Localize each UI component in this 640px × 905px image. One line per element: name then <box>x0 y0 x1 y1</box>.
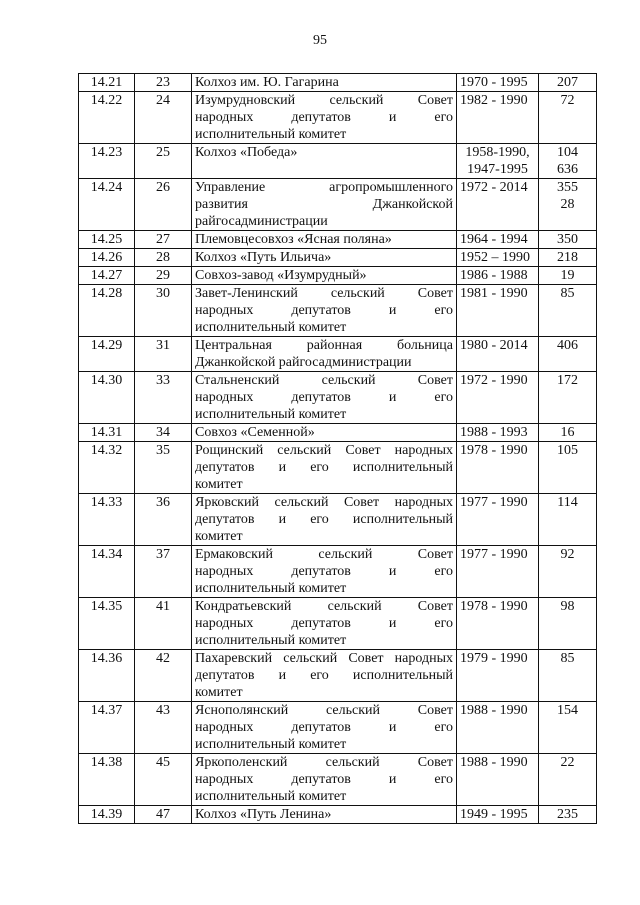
date-range <box>457 249 539 267</box>
item-count <box>539 179 597 231</box>
fund-name <box>192 702 457 754</box>
record-number: 14.26 <box>79 249 135 267</box>
item-count <box>539 806 597 824</box>
fund-number: 25 <box>135 144 192 179</box>
record-number: 14.36 <box>79 650 135 702</box>
fund-name-line: исполнительный комитет <box>195 581 347 596</box>
fund-number: 43 <box>135 702 192 754</box>
table-row <box>79 546 597 598</box>
table-row <box>79 806 597 824</box>
record-number: 14.28 <box>79 285 135 337</box>
item-count-line: 85 <box>560 651 575 666</box>
record-number: 14.39 <box>79 806 135 824</box>
record-number: 14.38 <box>79 754 135 806</box>
fund-name-line: Центральная районная больница <box>195 338 453 353</box>
fund-number: 23 <box>135 74 192 92</box>
table-row <box>79 702 597 754</box>
item-count <box>539 442 597 494</box>
item-count-line: 72 <box>560 93 575 108</box>
fund-name <box>192 546 457 598</box>
date-range <box>457 337 539 372</box>
item-count-line: 218 <box>557 250 578 265</box>
date-range <box>457 650 539 702</box>
fund-name-line: комитет <box>195 685 243 700</box>
fund-name-line: Пахаревский сельский Совет народных <box>195 651 453 666</box>
fund-name-line: Завет-Ленинский сельский Совет <box>195 286 453 301</box>
table-row <box>79 144 597 179</box>
item-count-line: 98 <box>560 599 575 614</box>
date-range-line: 1982 - 1990 <box>460 93 528 108</box>
fund-name <box>192 337 457 372</box>
date-range-line: 1978 - 1990 <box>460 443 528 458</box>
fund-name <box>192 144 457 179</box>
date-range-line: 1980 - 2014 <box>460 338 528 353</box>
record-number: 14.21 <box>79 74 135 92</box>
fund-name-line: народных депутатов и его <box>195 564 453 579</box>
fund-name <box>192 650 457 702</box>
date-range <box>457 231 539 249</box>
date-range <box>457 285 539 337</box>
table-row <box>79 598 597 650</box>
item-count-line: 104 <box>557 145 578 160</box>
fund-registry-table <box>78 73 597 824</box>
date-range <box>457 806 539 824</box>
fund-number: 42 <box>135 650 192 702</box>
table-row <box>79 267 597 285</box>
record-number: 14.33 <box>79 494 135 546</box>
fund-name-line: комитет <box>195 477 243 492</box>
date-range-line: 1947-1995 <box>467 162 528 177</box>
record-number: 14.30 <box>79 372 135 424</box>
fund-name-line: исполнительный комитет <box>195 407 347 422</box>
fund-name-line: Джанкойской райгосадминистрации <box>195 355 412 370</box>
item-count <box>539 74 597 92</box>
fund-name-line: народных депутатов и его <box>195 772 453 787</box>
registry-body <box>79 74 597 824</box>
table-row <box>79 442 597 494</box>
fund-name <box>192 285 457 337</box>
table-row <box>79 754 597 806</box>
item-count <box>539 424 597 442</box>
item-count <box>539 546 597 598</box>
fund-name-line: депутатов и его исполнительный <box>195 460 453 475</box>
fund-name-line: Совхоз «Семенной» <box>195 425 315 440</box>
fund-number: 24 <box>135 92 192 144</box>
fund-name-line: депутатов и его исполнительный <box>195 668 453 683</box>
record-number: 14.23 <box>79 144 135 179</box>
fund-name <box>192 74 457 92</box>
fund-number: 28 <box>135 249 192 267</box>
fund-name-line: Рощинский сельский Совет народных <box>195 443 453 458</box>
item-count-line: 19 <box>560 268 575 283</box>
fund-name-line: народных депутатов и его <box>195 616 453 631</box>
item-count-line: 105 <box>557 443 578 458</box>
date-range-line: 1977 - 1990 <box>460 495 528 510</box>
fund-name <box>192 806 457 824</box>
date-range <box>457 702 539 754</box>
item-count-line: 28 <box>560 197 575 212</box>
item-count <box>539 598 597 650</box>
fund-name-line: Ермаковский сельский Совет <box>195 547 453 562</box>
fund-name-line: райгосадминистрации <box>195 214 328 229</box>
fund-name <box>192 494 457 546</box>
fund-number: 37 <box>135 546 192 598</box>
date-range-line: 1958-1990, <box>465 145 530 160</box>
fund-name-line: исполнительный комитет <box>195 737 347 752</box>
date-range-line: 1988 - 1990 <box>460 755 528 770</box>
record-number: 14.34 <box>79 546 135 598</box>
item-count-line: 235 <box>557 807 578 822</box>
fund-name-line: Совхоз-завод «Изумрудный» <box>195 268 367 283</box>
fund-name-line: Колхоз им. Ю. Гагарина <box>195 75 339 90</box>
fund-name-line: народных депутатов и его <box>195 390 453 405</box>
date-range <box>457 144 539 179</box>
item-count <box>539 702 597 754</box>
fund-number: 35 <box>135 442 192 494</box>
fund-name-line: народных депутатов и его <box>195 720 453 735</box>
date-range-line: 1949 - 1995 <box>460 807 528 822</box>
fund-name <box>192 424 457 442</box>
table-row <box>79 74 597 92</box>
item-count <box>539 267 597 285</box>
item-count-line: 355 <box>557 180 578 195</box>
date-range <box>457 372 539 424</box>
date-range-line: 1972 - 1990 <box>460 373 528 388</box>
page-number: 95 <box>313 33 327 48</box>
date-range <box>457 267 539 285</box>
date-range <box>457 598 539 650</box>
fund-name <box>192 598 457 650</box>
item-count-line: 636 <box>557 162 578 177</box>
item-count-line: 114 <box>557 495 578 510</box>
fund-number: 47 <box>135 806 192 824</box>
table-row <box>79 650 597 702</box>
table-row <box>79 424 597 442</box>
table-row <box>79 285 597 337</box>
fund-name-line: исполнительный комитет <box>195 127 347 142</box>
fund-name-line: Изумрудновский сельский Совет <box>195 93 453 108</box>
table-row <box>79 337 597 372</box>
table-row <box>79 372 597 424</box>
fund-name-line: Управление агропромышленного <box>195 180 453 195</box>
table-row <box>79 92 597 144</box>
fund-number: 26 <box>135 179 192 231</box>
date-range <box>457 74 539 92</box>
item-count-line: 22 <box>560 755 575 770</box>
record-number: 14.31 <box>79 424 135 442</box>
record-number: 14.27 <box>79 267 135 285</box>
table-row <box>79 231 597 249</box>
fund-name-line: Колхоз «Победа» <box>195 145 298 160</box>
date-range-line: 1952 – 1990 <box>460 250 530 265</box>
fund-number: 30 <box>135 285 192 337</box>
date-range <box>457 424 539 442</box>
fund-name-line: Колхоз «Путь Ильича» <box>195 250 332 265</box>
fund-name-line: Яснополянский сельский Совет <box>195 703 453 718</box>
item-count-line: 350 <box>557 232 578 247</box>
item-count-line: 154 <box>557 703 578 718</box>
fund-number: 31 <box>135 337 192 372</box>
fund-number: 33 <box>135 372 192 424</box>
record-number: 14.25 <box>79 231 135 249</box>
fund-name-line: Колхоз «Путь Ленина» <box>195 807 332 822</box>
item-count <box>539 337 597 372</box>
table-row <box>79 249 597 267</box>
fund-name <box>192 442 457 494</box>
fund-number: 29 <box>135 267 192 285</box>
fund-name-line: развития Джанкойской <box>195 197 453 212</box>
date-range <box>457 546 539 598</box>
item-count <box>539 754 597 806</box>
date-range-line: 1977 - 1990 <box>460 547 528 562</box>
date-range-line: 1970 - 1995 <box>460 75 528 90</box>
table-row <box>79 179 597 231</box>
fund-number: 36 <box>135 494 192 546</box>
date-range <box>457 494 539 546</box>
fund-name-line: депутатов и его исполнительный <box>195 512 453 527</box>
fund-name <box>192 754 457 806</box>
fund-name <box>192 267 457 285</box>
date-range <box>457 442 539 494</box>
date-range-line: 1988 - 1990 <box>460 703 528 718</box>
item-count-line: 92 <box>560 547 575 562</box>
item-count-line: 207 <box>557 75 578 90</box>
item-count <box>539 285 597 337</box>
fund-name-line: исполнительный комитет <box>195 789 347 804</box>
item-count <box>539 494 597 546</box>
date-range-line: 1981 - 1990 <box>460 286 528 301</box>
fund-name-line: исполнительный комитет <box>195 320 347 335</box>
fund-name-line: народных депутатов и его <box>195 303 453 318</box>
date-range-line: 1964 - 1994 <box>460 232 528 247</box>
fund-name-line: Ярковский сельский Совет народных <box>195 495 453 510</box>
date-range <box>457 179 539 231</box>
date-range-line: 1978 - 1990 <box>460 599 528 614</box>
item-count-line: 85 <box>560 286 575 301</box>
fund-name-line: комитет <box>195 529 243 544</box>
fund-name <box>192 179 457 231</box>
fund-name <box>192 249 457 267</box>
date-range <box>457 754 539 806</box>
fund-number: 41 <box>135 598 192 650</box>
fund-name <box>192 372 457 424</box>
fund-name-line: Племовцесовхоз «Ясная поляна» <box>195 232 392 247</box>
item-count <box>539 372 597 424</box>
fund-name-line: исполнительный комитет <box>195 633 347 648</box>
item-count <box>539 144 597 179</box>
record-number: 14.35 <box>79 598 135 650</box>
fund-number: 27 <box>135 231 192 249</box>
fund-name-line: Яркополенский сельский Совет <box>195 755 453 770</box>
date-range-line: 1979 - 1990 <box>460 651 528 666</box>
item-count-line: 406 <box>557 338 578 353</box>
date-range-line: 1986 - 1988 <box>460 268 528 283</box>
fund-name-line: народных депутатов и его <box>195 110 453 125</box>
record-number: 14.37 <box>79 702 135 754</box>
fund-name-line: Кондратьевский сельский Совет <box>195 599 453 614</box>
item-count <box>539 249 597 267</box>
item-count <box>539 650 597 702</box>
item-count-line: 16 <box>560 425 575 440</box>
fund-name-line: Стальненский сельский Совет <box>195 373 453 388</box>
item-count-line: 172 <box>557 373 578 388</box>
table-row <box>79 494 597 546</box>
date-range-line: 1972 - 2014 <box>460 180 528 195</box>
fund-number: 34 <box>135 424 192 442</box>
fund-name <box>192 231 457 249</box>
fund-name <box>192 92 457 144</box>
record-number: 14.24 <box>79 179 135 231</box>
record-number: 14.32 <box>79 442 135 494</box>
item-count <box>539 231 597 249</box>
record-number: 14.29 <box>79 337 135 372</box>
item-count <box>539 92 597 144</box>
date-range <box>457 92 539 144</box>
fund-number: 45 <box>135 754 192 806</box>
date-range-line: 1988 - 1993 <box>460 425 528 440</box>
record-number: 14.22 <box>79 92 135 144</box>
